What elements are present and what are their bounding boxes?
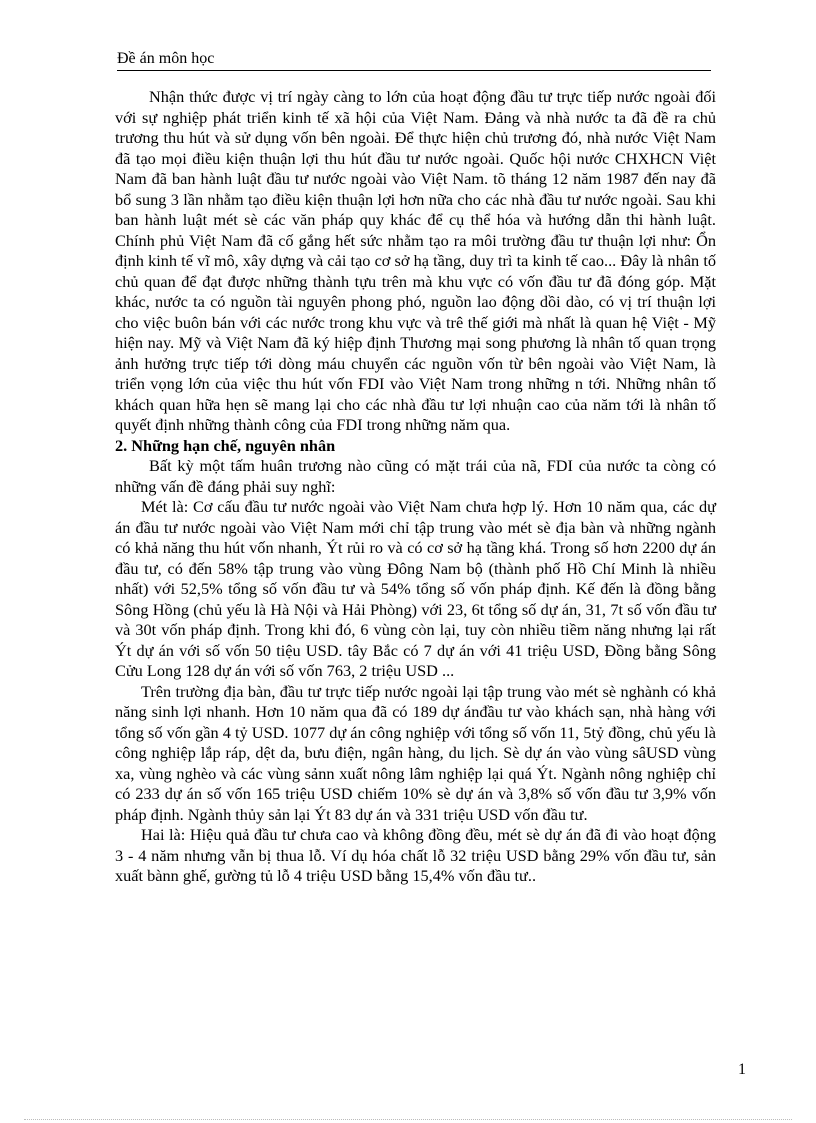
paragraph-3: Mét là: Cơ cấu đầu tư nước ngoài vào Việt Nam chưa hợp lý. Hơn 10 năm qua, các dự án đầu tư nước ngoài vào Việt Nam mới chỉ tập trung vào mét sè địa bàn và những ngành có khả năng thu hút vốn nhanh, Ýt rủi ro và có cơ sở hạ tầng khá. Trong số hơn 2200 dự án đầu tư, có đến 58% tập trung vào vùng Đông Nam bộ (thành phố Hồ Chí Minh là nhiều nhất) với 52,5% tổng số vốn đầu tư và 54% tổng số vốn pháp định. Kế đến là đồng bằng Sông Hồng (chủ yếu là Hà Nội và Hải Phòng) với 23, 6t tổng số dự án, 31, 7t số vốn đầu tư và 30t vốn pháp định. Trong khi đó, 6 vùng còn lại, tuy còn nhiều tiềm năng nhưng lại rất Ýt dự án với số vốn 50 tiệu USD. tây Bắc có 7 dự án với 41 triệu USD, Đồng bằng Sông Cửu Long 128 dự án với số vốn 763, 2 triệu USD ... — [115, 497, 716, 680]
header-title: Đề án môn học — [117, 50, 215, 67]
page-bottom-divider — [24, 1119, 792, 1120]
page-header — [117, 50, 711, 71]
paragraph-5: Hai là: Hiệu quả đầu tư chưa cao và không đồng đều, mét sè dự án đã đi vào hoạt động 3 - 4 năm nhưng vẫn bị thua lỗ. Ví dụ hóa chất lỗ 32 triệu USD bằng 29% vốn đầu tư, sản xuất bànn ghế, gường tủ lỗ 4 triệu USD bằng 15,4% vốn đầu tư.. — [115, 825, 716, 885]
paragraph-1: Nhận thức được vị trí ngày càng to lớn của hoạt động đầu tư trực tiếp nước ngoài đối với sự nghiệp phát triển kinh tế xã hội của Việt Nam. Đảng và nhà nước ta đã đề ra chủ trương thu hút và sử dụng vốn bên ngoài. Để thực hiện chủ trương đó, nhà nước Việt Nam đã tạo mọi điều kiện thuận lợi thu hút đầu tư nước ngoài. Quốc hội nước CHXHCN Việt Nam đã ban hành luật đầu tư nước ngoài vào Việt Nam. tõ tháng 12 năm 1987 đến nay đã bổ sung 3 lần nhằm tạo điều kiện thuận lợi hơn nữa cho các nhà đầu tư nước ngoài. Sau khi ban hành luật mét sè các văn pháp quy khác để cụ thể hóa và hướng dẫn thi hành luật. Chính phủ Việt Nam đã cố gắng hết sức nhằm tạo ra môi trường đầu tư thuận lợi như: Ổn định kinh tế vĩ mô, xây dựng và cải tạo cơ sở hạ tầng, duy trì ta kinh tế cao... Đây là nhân tố chủ quan để đạt được những thành tựu trên mà khu vực có vốn đầu tư đã đóng góp. Mặt khác, nước ta có nguồn tài nguyên phong phó, nguồn lao động dồi dào, có vị trí thuận lợi cho việc buôn bán với các nước trong khu vực và trê thế giới mà nhất là quan hệ Việt - Mỹ hiện nay. Mỹ và Việt Nam đã ký hiệp định Thương mại song phương là nhân tố quan trọng ảnh hưởng trực tiếp tới dòng máu chuyển các nguồn vốn từ bên ngoài vào Việt Nam, là triển vọng lớn của việc thu hút vốn FDI vào Việt Nam trong những n tới. Những nhân tố khách quan hữa hẹn sẽ mang lại cho các nhà đầu tư lợi nhuận cao của năm tới là nhân tố quyết định những thành công của FDI trong những năm qua. — [115, 87, 716, 434]
paragraph-4: Trên trường địa bàn, đầu tư trực tiếp nước ngoài lại tập trung vào mét sè nghành có khả năng sinh lợi nhanh. Hơn 10 năm qua đã có 189 dự ánđầu tư vào khách sạn, nhà hàng với tổng số vốn gần 4 tỷ USD. 1077 dự án công nghiệp với tổng số vốn 11, 5tỷ đồng, chủ yếu là công nghiệp lắp ráp, dệt da, bưu điện, ngân hàng, du lịch. Sè dự án vào vùng sâUSD vùng xa, vùng nghèo và các vùng sảnn xuất nông lâm nghiệp lại quá Ýt. Ngành nông nghiệp chỉ có 233 dự án số vốn 165 triệu USD chiếm 10% sè dự án và 3,8% số vốn đầu tư 3,9% vốn pháp định. Ngành thủy sản lại Ýt 83 dự án và 331 triệu USD vốn đầu tư. — [115, 681, 716, 824]
section-heading: 2. Những hạn chế, nguyên nhân — [115, 435, 336, 455]
paragraph-2: Bất kỳ một tấm huân trương nào cũng có mặt trái của nã, FDI của nước ta còng có những vấn đề đáng phải suy nghĩ: — [115, 456, 716, 496]
page-number: 1 — [738, 1061, 746, 1078]
document-body — [115, 87, 716, 887]
